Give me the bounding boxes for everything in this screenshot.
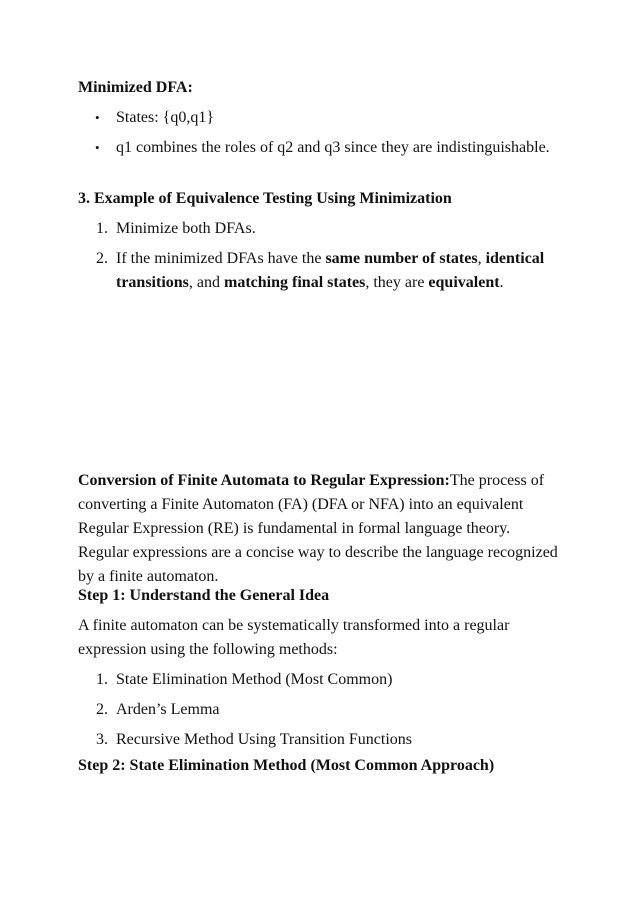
list-text-part: If the minimized DFAs have the [116,250,326,267]
step2-heading: Step 2: State Elimination Method (Most Common Approach) [78,757,495,774]
bold-term: identical transitions [116,250,545,291]
step1-intro: A finite automaton can be systematically transformed into a regular expression using the following methods: [78,617,510,658]
list-item [78,728,568,752]
list-text: Minimize both DFAs. [116,220,256,237]
list-item [78,247,568,295]
list-item [78,698,568,722]
list-item [78,668,568,692]
list-text: State Elimination Method (Most Common) [116,671,393,688]
list-text: Recursive Method Using Transition Functions [116,731,413,748]
list-text-part: , [477,250,486,267]
conversion-heading: Conversion of Finite Automata to Regular Expression: [78,472,450,489]
list-text-part: , they are [365,274,429,291]
conversion-section [78,469,562,589]
list-number: 2. [96,250,108,267]
step2-section [78,754,568,778]
equivalence-steps-list [78,217,568,295]
list-number: 1. [96,220,108,237]
bold-term: same number of states [325,250,478,267]
minimized-dfa-heading: Minimized DFA: [78,79,193,96]
conversion-body: The process of converting a Finite Automaton (FA) (DFA or NFA) into an equivalent Regular Expression (RE) is fundamental in formal language theory. Regular expressions are a concise way to describe the language recognized by a finite automaton. [78,472,558,585]
list-text-part: . [499,274,504,291]
step1-section [78,584,568,752]
conversion-paragraph [78,469,562,589]
methods-list [78,668,568,752]
bold-term: equivalent [428,274,500,291]
list-item [78,217,568,241]
minimized-dfa-section [78,76,568,160]
equivalence-testing-heading: 3. Example of Equivalence Testing Using Minimization [78,190,452,207]
list-item: • States: {q0,q1} [78,106,568,130]
bold-term: matching final states [224,274,366,291]
step1-heading: Step 1: Understand the General Idea [78,587,330,604]
list-text: Arden’s Lemma [116,701,220,718]
minimized-dfa-list [78,106,568,160]
list-number: 2. [96,701,108,718]
list-item: • q1 combines the roles of q2 and q3 since they are indistinguishable. [78,136,568,160]
list-number: 1. [96,671,108,688]
list-number: 3. [96,731,108,748]
list-text-part: , and [188,274,225,291]
equivalence-testing-section [78,187,568,295]
